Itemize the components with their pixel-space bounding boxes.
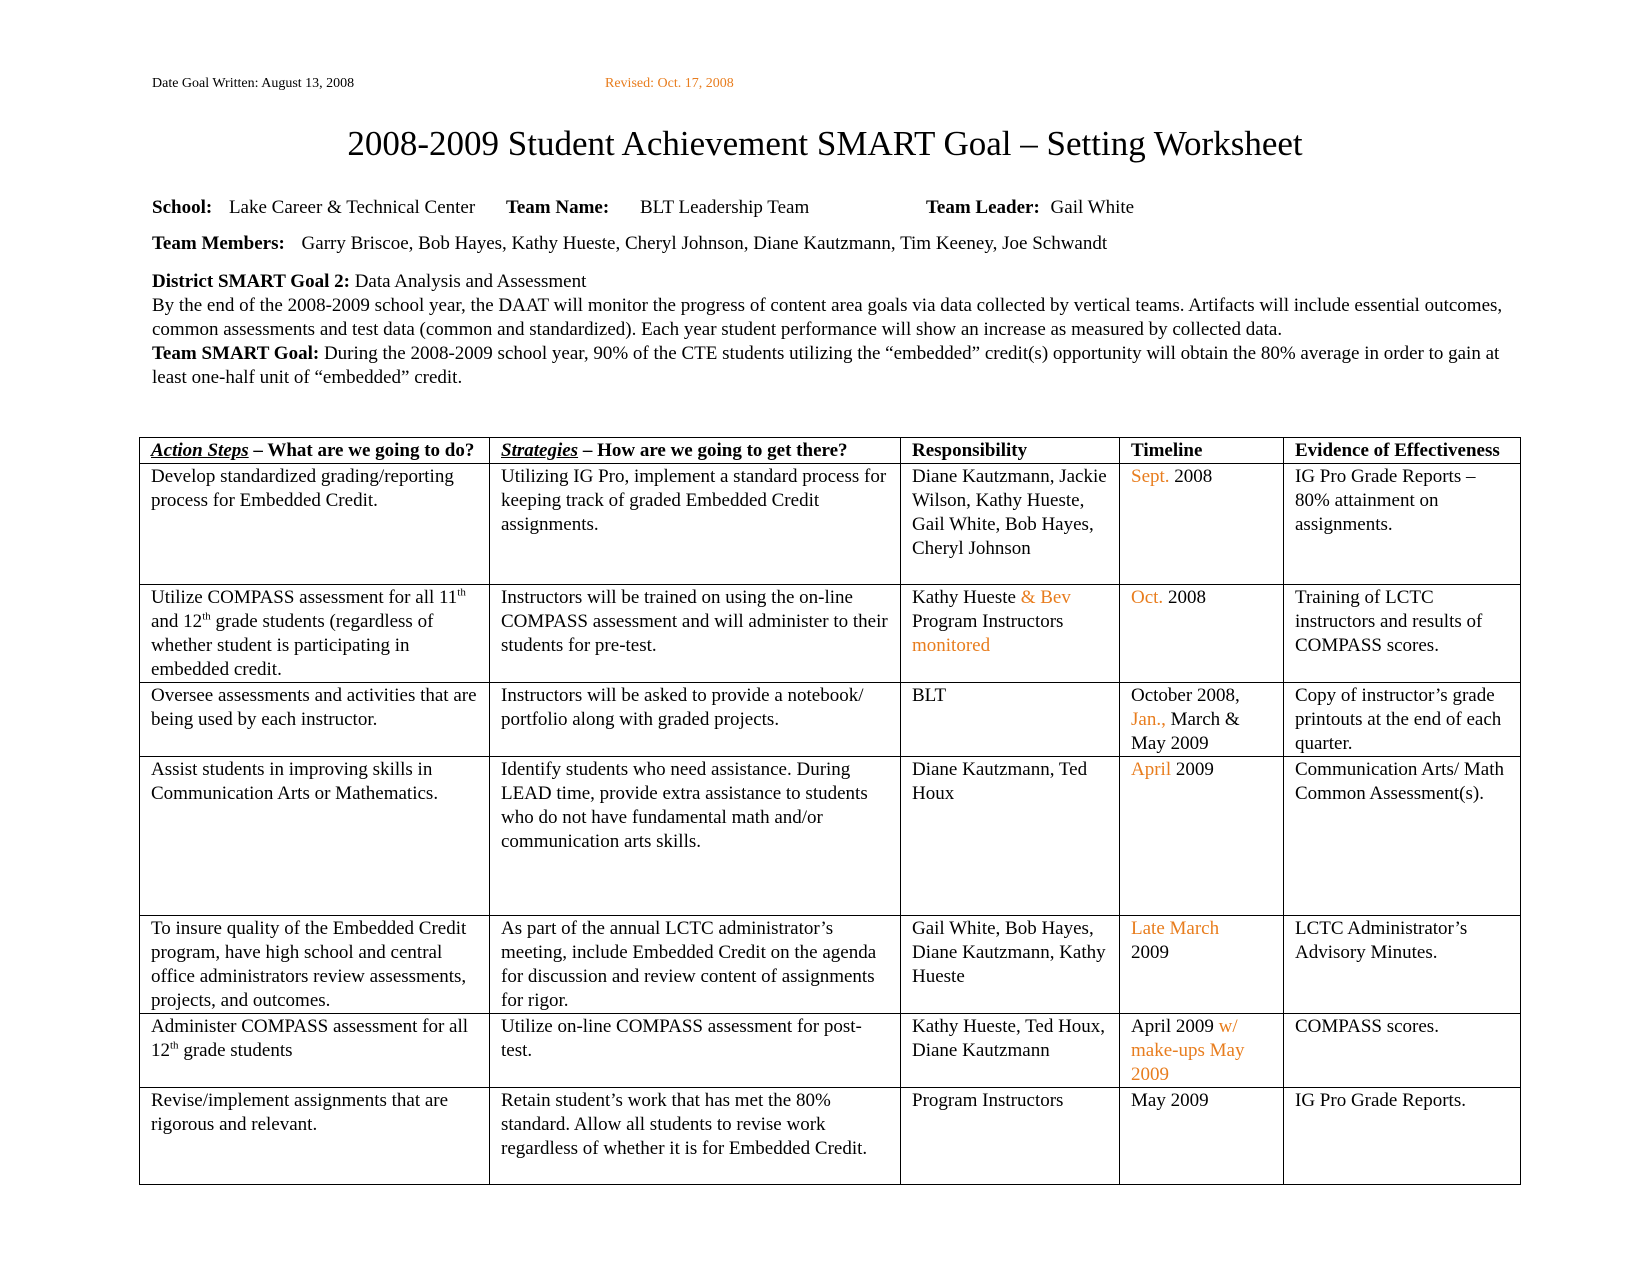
goals-section <box>152 270 1512 390</box>
header-timeline: Timeline <box>1120 438 1284 464</box>
cell-strategy: Utilizing IG Pro, implement a standard process for keeping track of graded Embedded Credit assignments. <box>490 464 901 585</box>
team-goal-text: During the 2008-2009 school year, 90% of the CTE students utilizing the “embedded” credit(s) opportunity will obtain the 80% average in order to gain at least one-half unit of “embedded” credit. <box>152 343 1500 388</box>
district-goal-text: By the end of the 2008-2009 school year, the DAAT will monitor the progress of content area goals via data collected by vertical teams. Artifacts will include essential outcomes, common assessments and test data (common and standardized). Each year student performance will show an increase as measured by collected data. <box>152 295 1503 340</box>
cell-evidence: Communication Arts/ Math Common Assessment(s). <box>1284 757 1521 916</box>
cell-evidence: IG Pro Grade Reports. <box>1284 1088 1521 1185</box>
cell-strategy: Instructors will be asked to provide a notebook/ portfolio along with graded projects. <box>490 683 901 757</box>
cell-action: Oversee assessments and activities that are being used by each instructor. <box>140 683 490 757</box>
cell-evidence: Copy of instructor’s grade printouts at the end of each quarter. <box>1284 683 1521 757</box>
cell-timeline: April 2009 w/ make-ups May 2009 <box>1120 1014 1284 1088</box>
team-name-value: BLT Leadership Team <box>639 197 810 218</box>
cell-evidence: Training of LCTC instructors and results of COMPASS scores. <box>1284 585 1521 683</box>
team-goal <box>152 342 1512 390</box>
team-goal-label: Team SMART Goal: <box>152 343 320 364</box>
district-goal-label: District SMART Goal 2: <box>152 271 350 292</box>
team-members-value: Garry Briscoe, Bob Hayes, Kathy Hueste, Cheryl Johnson, Diane Kautzmann, Tim Keeney, Joe Schwandt <box>301 233 1108 254</box>
table-row <box>140 1014 1521 1088</box>
cell-timeline: Sept. 2008 <box>1120 464 1284 585</box>
cell-responsibility: BLT <box>901 683 1120 757</box>
table-row <box>140 757 1521 916</box>
team-members-label: Team Members: <box>152 233 285 254</box>
cell-timeline: October 2008, Jan., March & May 2009 <box>1120 683 1284 757</box>
team-leader-label: Team Leader: <box>925 197 1040 218</box>
cell-action: To insure quality of the Embedded Credit program, have high school and central office administrators review assessments, projects, and outcomes. <box>140 916 490 1014</box>
revised-date: Revised: Oct. 17, 2008 <box>605 76 734 91</box>
team-name-label: Team Name: <box>505 197 610 218</box>
school-row <box>152 197 1134 219</box>
cell-responsibility: Kathy Hueste & Bev Program Instructors monitored <box>901 585 1120 683</box>
cell-responsibility: Gail White, Bob Hayes, Diane Kautzmann, Kathy Hueste <box>901 916 1120 1014</box>
table-row <box>140 1088 1521 1185</box>
cell-responsibility: Program Instructors <box>901 1088 1120 1185</box>
team-members-row <box>152 233 1107 255</box>
cell-evidence: IG Pro Grade Reports – 80% attainment on assignments. <box>1284 464 1521 585</box>
cell-strategy: Instructors will be trained on using the on-line COMPASS assessment and will administer to their students for pre-test. <box>490 585 901 683</box>
cell-action: Administer COMPASS assessment for all 12th grade students <box>140 1014 490 1088</box>
cell-action: Assist students in improving skills in Communication Arts or Mathematics. <box>140 757 490 916</box>
table-row <box>140 683 1521 757</box>
cell-strategy: Retain student’s work that has met the 80% standard. Allow all students to revise work regardless of whether it is for Embedded Credit. <box>490 1088 901 1185</box>
cell-evidence: LCTC Administrator’s Advisory Minutes. <box>1284 916 1521 1014</box>
cell-responsibility: Diane Kautzmann, Jackie Wilson, Kathy Hueste, Gail White, Bob Hayes, Cheryl Johnson <box>901 464 1120 585</box>
header-evidence: Evidence of Effectiveness <box>1284 438 1521 464</box>
page-title: 2008-2009 Student Achievement SMART Goal – Setting Worksheet <box>347 124 1303 163</box>
cell-timeline: April 2009 <box>1120 757 1284 916</box>
header-action-steps: Action Steps – What are we going to do? <box>140 438 490 464</box>
date-written: Date Goal Written: August 13, 2008 <box>152 76 355 91</box>
school-value: Lake Career & Technical Center <box>228 197 476 218</box>
cell-strategy: Utilize on-line COMPASS assessment for post-test. <box>490 1014 901 1088</box>
cell-timeline: Late March 2009 <box>1120 916 1284 1014</box>
cell-strategy: As part of the annual LCTC administrator’s meeting, include Embedded Credit on the agenda for discussion and review content of assignments for rigor. <box>490 916 901 1014</box>
header-strategies: Strategies – How are we going to get there? <box>490 438 901 464</box>
table-row <box>140 916 1521 1014</box>
cell-action: Revise/implement assignments that are rigorous and relevant. <box>140 1088 490 1185</box>
cell-action: Utilize COMPASS assessment for all 11th and 12th grade students (regardless of whether student is participating in embedded credit. <box>140 585 490 683</box>
cell-responsibility: Diane Kautzmann, Ted Houx <box>901 757 1120 916</box>
table-row <box>140 585 1521 683</box>
district-goal-subject: Data Analysis and Assessment <box>354 271 587 292</box>
cell-responsibility: Kathy Hueste, Ted Houx, Diane Kautzmann <box>901 1014 1120 1088</box>
table-row <box>140 464 1521 585</box>
cell-strategy: Identify students who need assistance. During LEAD time, provide extra assistance to students who do not have fundamental math and/or communication arts skills. <box>490 757 901 916</box>
team-leader-value: Gail White <box>1050 197 1135 218</box>
table-header-row <box>140 438 1521 464</box>
cell-evidence: COMPASS scores. <box>1284 1014 1521 1088</box>
district-goal-heading <box>152 270 1512 294</box>
cell-timeline: Oct. 2008 <box>1120 585 1284 683</box>
cell-action: Develop standardized grading/reporting process for Embedded Credit. <box>140 464 490 585</box>
header-responsibility: Responsibility <box>901 438 1120 464</box>
school-label: School: <box>152 197 213 218</box>
cell-timeline: May 2009 <box>1120 1088 1284 1185</box>
action-plan-table <box>139 437 1521 1185</box>
